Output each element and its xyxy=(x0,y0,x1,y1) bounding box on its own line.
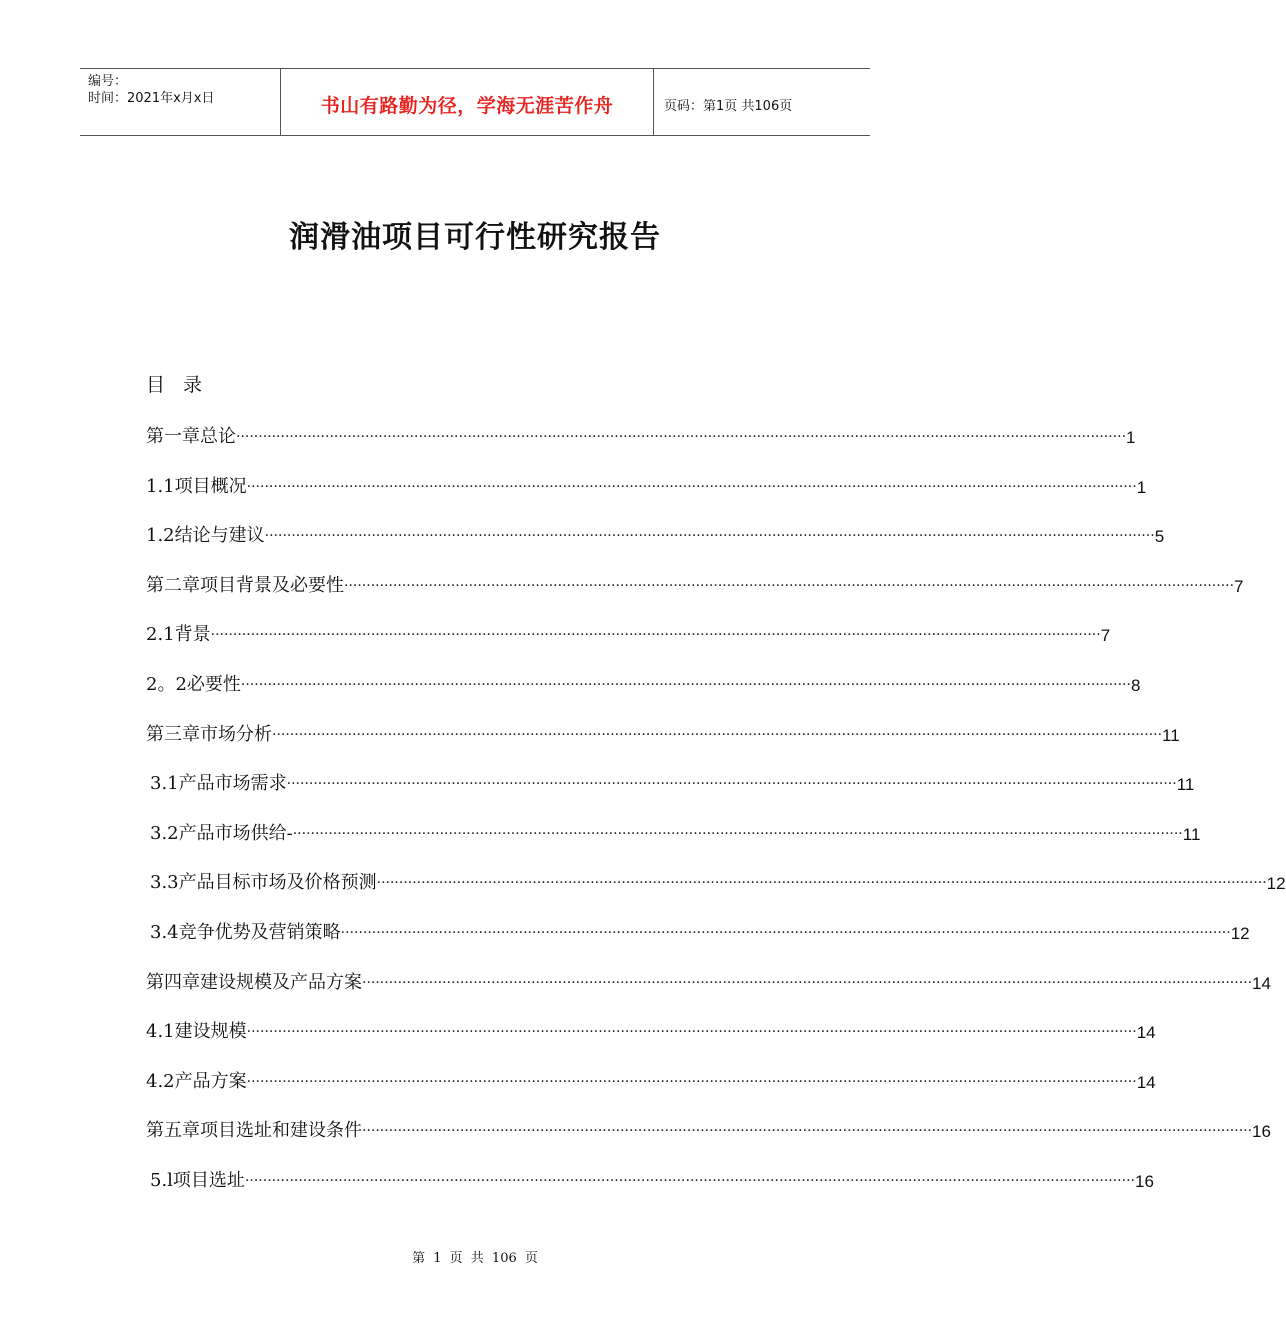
toc-entry-label: 3.4竞争优势及营销策略 xyxy=(150,922,341,943)
toc-leader-dots: ········································································································································································································ xyxy=(344,577,1235,594)
toc-entry-label: 3.2产品市场供给- xyxy=(150,822,293,844)
header-page-info: 页码：第1页 共106页 xyxy=(664,98,793,114)
toc-entry-label: 4.1建设规模 xyxy=(146,1021,247,1043)
toc-entry[interactable] xyxy=(146,517,1165,547)
toc-entry-page: 14 xyxy=(1136,1072,1156,1092)
toc-entry-page: 8 xyxy=(1130,676,1141,695)
toc-entry-page: 5 xyxy=(1154,527,1165,547)
toc-leader-dots: ········································································································································································································ xyxy=(272,726,1163,743)
toc-leader-dots: ········································································································································································································ xyxy=(264,528,1155,545)
toc-entry[interactable] xyxy=(146,716,1180,746)
toc-entry[interactable] xyxy=(146,468,1147,498)
toc-leader-dots: ········································································································································································································ xyxy=(340,925,1231,941)
toc-leader-dots: ········································································································································································································ xyxy=(236,429,1127,445)
toc-entry-page: 12 xyxy=(1230,924,1250,943)
toc-entry-page: 11 xyxy=(1162,725,1180,745)
toc-entry-label: 4.2产品方案 xyxy=(146,1070,247,1092)
toc-entry-label: 第二章项目背景及必要性 xyxy=(146,574,344,596)
toc-leader-dots: ········································································································································································································ xyxy=(246,478,1137,495)
code-label: 编号： xyxy=(88,74,128,89)
toc-entry-label: 3.3产品目标市场及价格预测 xyxy=(150,872,377,894)
toc-leader-dots: ········································································································································································································ xyxy=(244,1173,1135,1189)
page-footer: 第 1 页 共 106 页 xyxy=(412,1251,538,1266)
document-title: 润滑油项目可行性研究报告 xyxy=(289,220,661,255)
toc-entry[interactable] xyxy=(150,815,1201,845)
header-motto: 书山有路勤为径，学海无涯苦作舟 xyxy=(280,69,654,135)
toc-entry-page: 16 xyxy=(1134,1172,1154,1191)
toc-entry-label: 1.1项目概况 xyxy=(146,475,247,497)
toc-entry[interactable] xyxy=(150,914,1250,944)
toc-entry[interactable] xyxy=(146,1112,1271,1142)
toc-entry[interactable] xyxy=(150,765,1195,795)
toc-entry[interactable] xyxy=(146,616,1111,646)
toc-leader-dots: ········································································································································································································ xyxy=(210,627,1101,644)
toc-entry-label: 2。2必要性 xyxy=(146,674,241,695)
toc-leader-dots: ········································································································································································································ xyxy=(376,875,1267,892)
toc-entry[interactable] xyxy=(146,666,1141,696)
toc-entry[interactable] xyxy=(146,567,1244,597)
toc-entry-page: 11 xyxy=(1182,824,1201,844)
toc-entry-label: 第三章市场分析 xyxy=(146,723,272,745)
toc-entry[interactable] xyxy=(146,964,1271,994)
toc-entry-label: 1.2结论与建议 xyxy=(146,525,265,547)
toc-entry-page: 14 xyxy=(1136,1023,1156,1043)
toc-entry-page: 14 xyxy=(1252,973,1271,993)
toc-entry[interactable] xyxy=(146,1013,1156,1043)
toc-entry-page: 16 xyxy=(1252,1122,1271,1142)
toc-entry-label: 2.1背景 xyxy=(146,624,211,646)
toc-entry-page: 1 xyxy=(1136,477,1147,497)
toc-entry-label: 第一章总论 xyxy=(146,426,236,447)
toc-leader-dots: ········································································································································································································ xyxy=(286,776,1177,793)
toc-entry-page: 12 xyxy=(1266,874,1286,894)
toc-leader-dots: ········································································································································································································ xyxy=(362,974,1253,991)
toc-entry-page: 11 xyxy=(1176,775,1195,795)
toc-entry[interactable] xyxy=(146,1063,1156,1093)
toc-leader-dots: ········································································································································································································ xyxy=(246,1024,1137,1041)
toc-entry-page: 7 xyxy=(1234,576,1244,596)
time-label: 时间：2021年x月x日 xyxy=(88,91,215,106)
toc-leader-dots: ········································································································································································································ xyxy=(246,1073,1137,1090)
toc-entry-label: 第四章建设规模及产品方案 xyxy=(146,971,362,993)
toc-leader-dots: ········································································································································································································ xyxy=(240,677,1131,693)
toc-entry-page: 1 xyxy=(1126,428,1136,447)
toc-entry[interactable] xyxy=(146,418,1136,448)
toc-entry[interactable] xyxy=(150,864,1286,894)
toc-entry-label: 3.1产品市场需求 xyxy=(150,773,287,795)
toc-entry[interactable] xyxy=(150,1162,1154,1192)
toc-heading: 目 录 xyxy=(146,374,203,396)
toc-entry-label: 第五章项目选址和建设条件 xyxy=(146,1120,362,1142)
toc-leader-dots: ········································································································································································································ xyxy=(362,1123,1253,1140)
toc-entry-label: 5.l项目选址 xyxy=(150,1170,245,1191)
toc-entry-page: 7 xyxy=(1100,626,1111,646)
toc-leader-dots: ········································································································································································································ xyxy=(292,825,1183,842)
